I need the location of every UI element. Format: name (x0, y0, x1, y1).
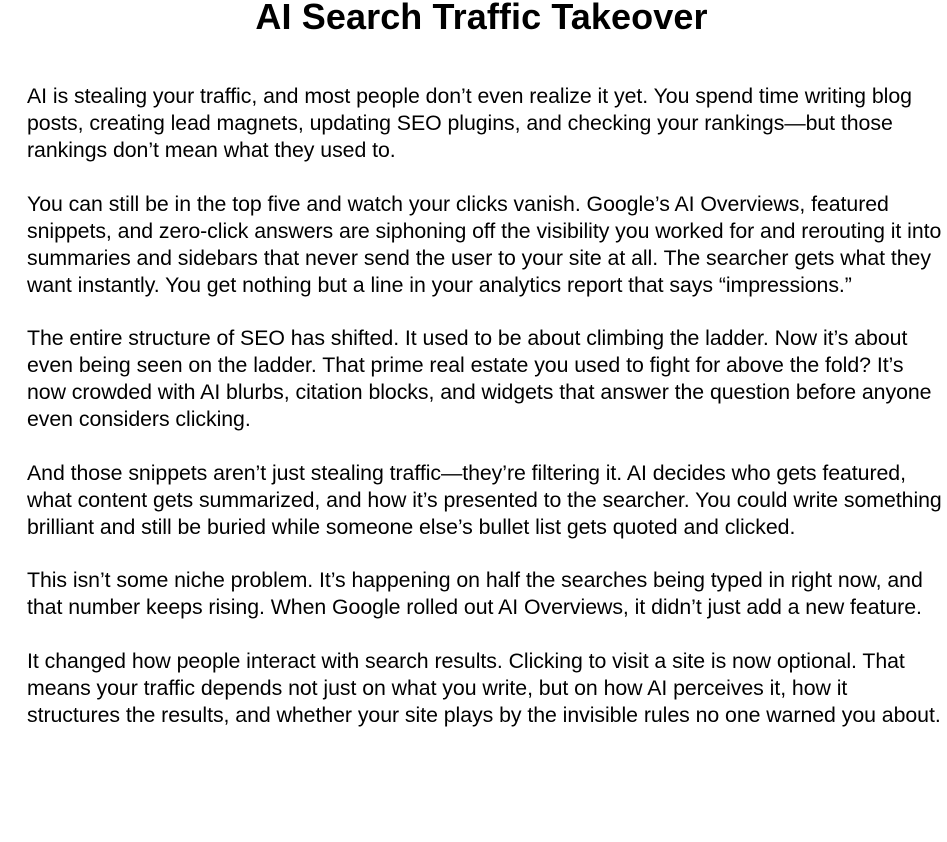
paragraph: AI is stealing your traffic, and most people don’t even realize it yet. You spend time writing blog posts, creating lead magnets, updating SEO plugins, and checking your rankings—but those rankings don’t mean what they used to. (27, 84, 912, 162)
paragraph: The entire structure of SEO has shifted. It used to be about climbing the ladder. Now it’s about even being seen on the ladder. That prime real estate you used to fight for above the fold? It’s now crowded with AI blurbs, citation blocks, and widgets that answer the question before anyone even considers clicking. (27, 326, 932, 431)
paragraph: And those snippets aren’t just stealing traffic—they’re filtering it. AI decides who gets featured, what content gets summarized, and how it’s presented to the searcher. You could write something brilliant and still be buried while someone else’s bullet list gets quoted and clicked. (27, 460, 942, 539)
paragraph: You can still be in the top five and watch your clicks vanish. Google’s AI Overviews, featured snippets, and zero-click answers are siphoning off the visibility you worked for and rerouting it into summaries and sidebars that never send the user to your site at all. The searcher gets what they want instantly. You get nothing but a line in your analytics report that says “impressions.” (27, 191, 942, 297)
paragraph: It changed how people interact with search results. Clicking to visit a site is now optional. That means your traffic depends not just on what you write, but on how AI perceives it, how it structures the results, and whether your site plays by the invisible rules no one warned you about. (27, 648, 941, 727)
paragraph: This isn’t some niche problem. It’s happening on half the searches being typed in right now, and that number keeps rising. When Google rolled out AI Overviews, it didn’t just add a new feature. (27, 568, 923, 619)
document-title: AI Search Traffic Takeover (255, 0, 708, 37)
document-body (27, 83, 942, 755)
